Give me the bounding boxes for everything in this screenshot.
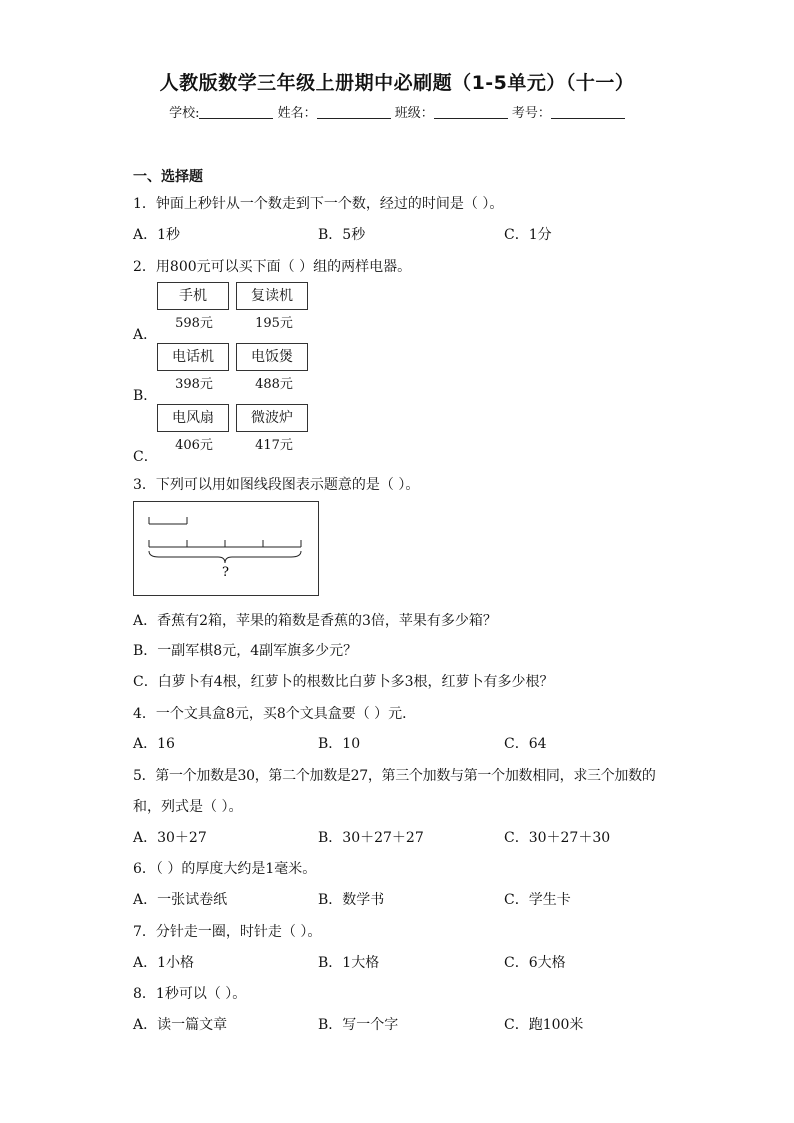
name-blank — [317, 106, 391, 119]
option-b-price-2: 488元 — [255, 377, 293, 392]
student-info-line — [0, 102, 794, 121]
question-4-stem: 4．一个文具盒8元，买8个文具盒要（ ）元． — [133, 706, 417, 722]
question-2-option-a-label: A． — [133, 327, 158, 343]
question-1-option-a: A．1秒 — [133, 227, 181, 243]
brace — [149, 551, 301, 563]
number-blank — [551, 106, 625, 119]
section-heading: 一、选择题 — [133, 169, 203, 185]
option-a-price-2: 195元 — [255, 316, 293, 331]
question-2-option-b-label: B． — [133, 388, 158, 404]
question-5-option-b: B．30＋27＋27 — [318, 830, 424, 846]
option-c-item-2: 微波炉 — [236, 404, 308, 432]
option-b-item-2: 电饭煲 — [236, 343, 308, 371]
option-a-item-2: 复读机 — [236, 282, 308, 310]
question-1-stem: 1．钟面上秒针从一个数走到下一个数，经过的时间是（ ）。 — [133, 196, 504, 212]
question-8-option-a: A．读一篇文章 — [133, 1017, 228, 1033]
unknown-label: ? — [222, 565, 229, 580]
question-6-option-c: C．学生卡 — [504, 892, 571, 908]
question-4-option-a: A．16 — [133, 736, 175, 752]
line-segment-svg — [134, 502, 318, 595]
question-2-option-c-label: C． — [133, 449, 158, 465]
option-c-price-1: 406元 — [175, 438, 213, 453]
question-4-option-c: C．64 — [504, 736, 547, 752]
page-title: 人教版数学三年级上册期中必刷题（1-5单元）（十一） — [159, 72, 635, 94]
school-label: 学校: — [169, 106, 200, 121]
question-3-option-b: B．一副军棋8元，4副军旗多少元？ — [133, 643, 358, 659]
line-segment-diagram — [133, 501, 319, 596]
question-5-option-a: A．30＋27 — [133, 830, 207, 846]
question-8-option-b: B．写一个字 — [318, 1017, 399, 1033]
school-blank — [199, 106, 273, 119]
question-1-option-b: B．5秒 — [318, 227, 366, 243]
question-6-option-a: A．一张试卷纸 — [133, 892, 228, 908]
question-6-option-b: B．数学书 — [318, 892, 385, 908]
question-2-stem: 2．用800元可以买下面（ ）组的两样电器。 — [133, 259, 412, 275]
question-5-option-c: C．30＋27＋30 — [504, 830, 611, 846]
question-5-stem-line-2: 和，列式是（ ）。 — [133, 799, 243, 815]
question-7-option-c: C．6大格 — [504, 955, 566, 971]
question-6-stem: 6．（ ）的厚度大约是1毫米。 — [133, 861, 317, 877]
question-4-option-b: B．10 — [318, 736, 361, 752]
question-8-option-c: C．跑100米 — [504, 1017, 584, 1033]
name-label: 姓名： — [277, 106, 317, 121]
option-b-item-1: 电话机 — [157, 343, 229, 371]
option-c-price-2: 417元 — [255, 438, 293, 453]
number-label: 考号： — [511, 106, 551, 121]
question-7-option-b: B．1大格 — [318, 955, 380, 971]
question-3-option-c: C．白萝卜有4根，红萝卜的根数比白萝卜多3根，红萝卜有多少根？ — [133, 674, 554, 690]
question-7-option-a: A．1小格 — [133, 955, 195, 971]
option-c-item-1: 电风扇 — [157, 404, 229, 432]
question-8-stem: 8．1秒可以（ ）。 — [133, 986, 247, 1002]
question-3-option-a: A．香蕉有2箱，苹果的箱数是香蕉的3倍，苹果有多少箱？ — [133, 613, 497, 629]
class-label: 班级： — [394, 106, 434, 121]
option-a-price-1: 598元 — [175, 316, 213, 331]
question-1-option-c: C．1分 — [504, 227, 552, 243]
question-5-stem-line-1: 5．第一个加数是30，第二个加数是27，第三个加数与第一个加数相同，求三个加数的 — [133, 768, 656, 784]
class-blank — [434, 106, 508, 119]
question-7-stem: 7．分针走一圈，时针走（ ）。 — [133, 924, 322, 940]
option-a-item-1: 手机 — [157, 282, 229, 310]
question-3-stem: 3．下列可以用如图线段图表示题意的是（ ）。 — [133, 477, 420, 493]
option-b-price-1: 398元 — [175, 377, 213, 392]
